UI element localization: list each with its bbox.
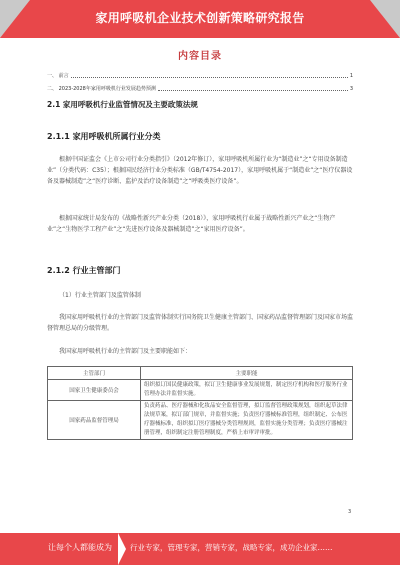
paragraph-industry-classification: 根据中国证监会《上市公司行业分类指引》（2012年修订），家用呼吸机所属行业为“制造业”之“专用设备制造业”（分类代码：C35）；根据国民经济行业分类标准（GB/T4754-2017），家用呼吸机属于“制造业”之“医疗仪器设备及器械制造”之“医疗诊断、监护及治疗设备制造”之“呼吸类医疗设备”。 [47,156,353,185]
footer-slogan: 让每个人都能成为 [48,543,112,552]
table-cell-dept: 国家药品监督管理局 [48,401,141,440]
table-cell-duty: 负责药品、医疗器械和化妆品安全监督管理，拟订监督管理政策规划，组织起草法律法规草案，拟订部门规章，并监督实施；负责医疗器械标准管理，组织制定、公布医疗器械标准，组织拟订医疗器械分类管理规则，监督实施分类管理；负责医疗器械注册管理，组织制定注册管理制度，严格上市审评审批。 [141,401,353,440]
paragraph-table-intro: 我国家用呼吸机行业的主管部门及主要职能如下： [59,348,192,355]
toc-entry-label: 一、 前言 [47,73,69,79]
section-heading-2-1-1: 2.1.1 家用呼吸机所属行业分类 [47,132,161,141]
report-title: 家用呼吸机企业技术创新策略研究报告 [95,11,305,25]
toc-title: 内容目录 [178,51,222,62]
section-heading-2-1: 2.1 家用呼吸机行业监管情况及主要政策法规 [47,100,198,109]
toc-leader-dots [158,90,348,91]
table-row [48,380,353,401]
toc-entry[interactable] [47,72,353,79]
paragraph-regulatory-system: 我国家用呼吸机行业的主管部门及监管体制实行国务院卫生健康主管部门、国家药品监督管理部门及国家市场监督管理总局的分级管理。 [47,314,354,332]
table-cell-dept: 国家卫生健康委员会 [48,380,141,401]
paragraph-strategic-industry: 根据国家统计局发布的《战略性新兴产业分类（2018）》，家用呼吸机行业属于战略性新兴产业之“生物产业”之“生物医学工程产业”之“先进医疗设备及器械制造”之“家用医疗设备”。 [47,215,336,233]
department-table [47,366,353,440]
page-number: 3 [348,509,352,515]
table-row [48,401,353,440]
table-header-cell: 主要职能 [141,367,353,380]
footer-arrow-icon [118,533,126,565]
toc-entry-page: 3 [349,86,353,92]
subheading-regulatory-system: （1）行业主管部门及监管体制 [59,292,141,299]
table-header-cell: 主管部门 [48,367,141,380]
toc-entry-label: 二、 2023-2028年家用呼吸机行业发展趋势预测 [47,86,156,92]
toc-entry-page: 1 [349,73,353,79]
table-header-row [48,367,353,380]
section-heading-2-1-2: 2.1.2 行业主管部门 [47,266,121,275]
table-cell-duty: 组织拟订国民健康政策，拟订卫生健康事业发展规划，制定医疗机构和医疗服务行业管理办法并监督实施。 [141,380,353,401]
footer-tags: 行业专家，管理专家，营销专家，战略专家，成功企业家…… [130,543,333,552]
toc-leader-dots [71,77,348,78]
toc-entry[interactable] [47,85,353,92]
